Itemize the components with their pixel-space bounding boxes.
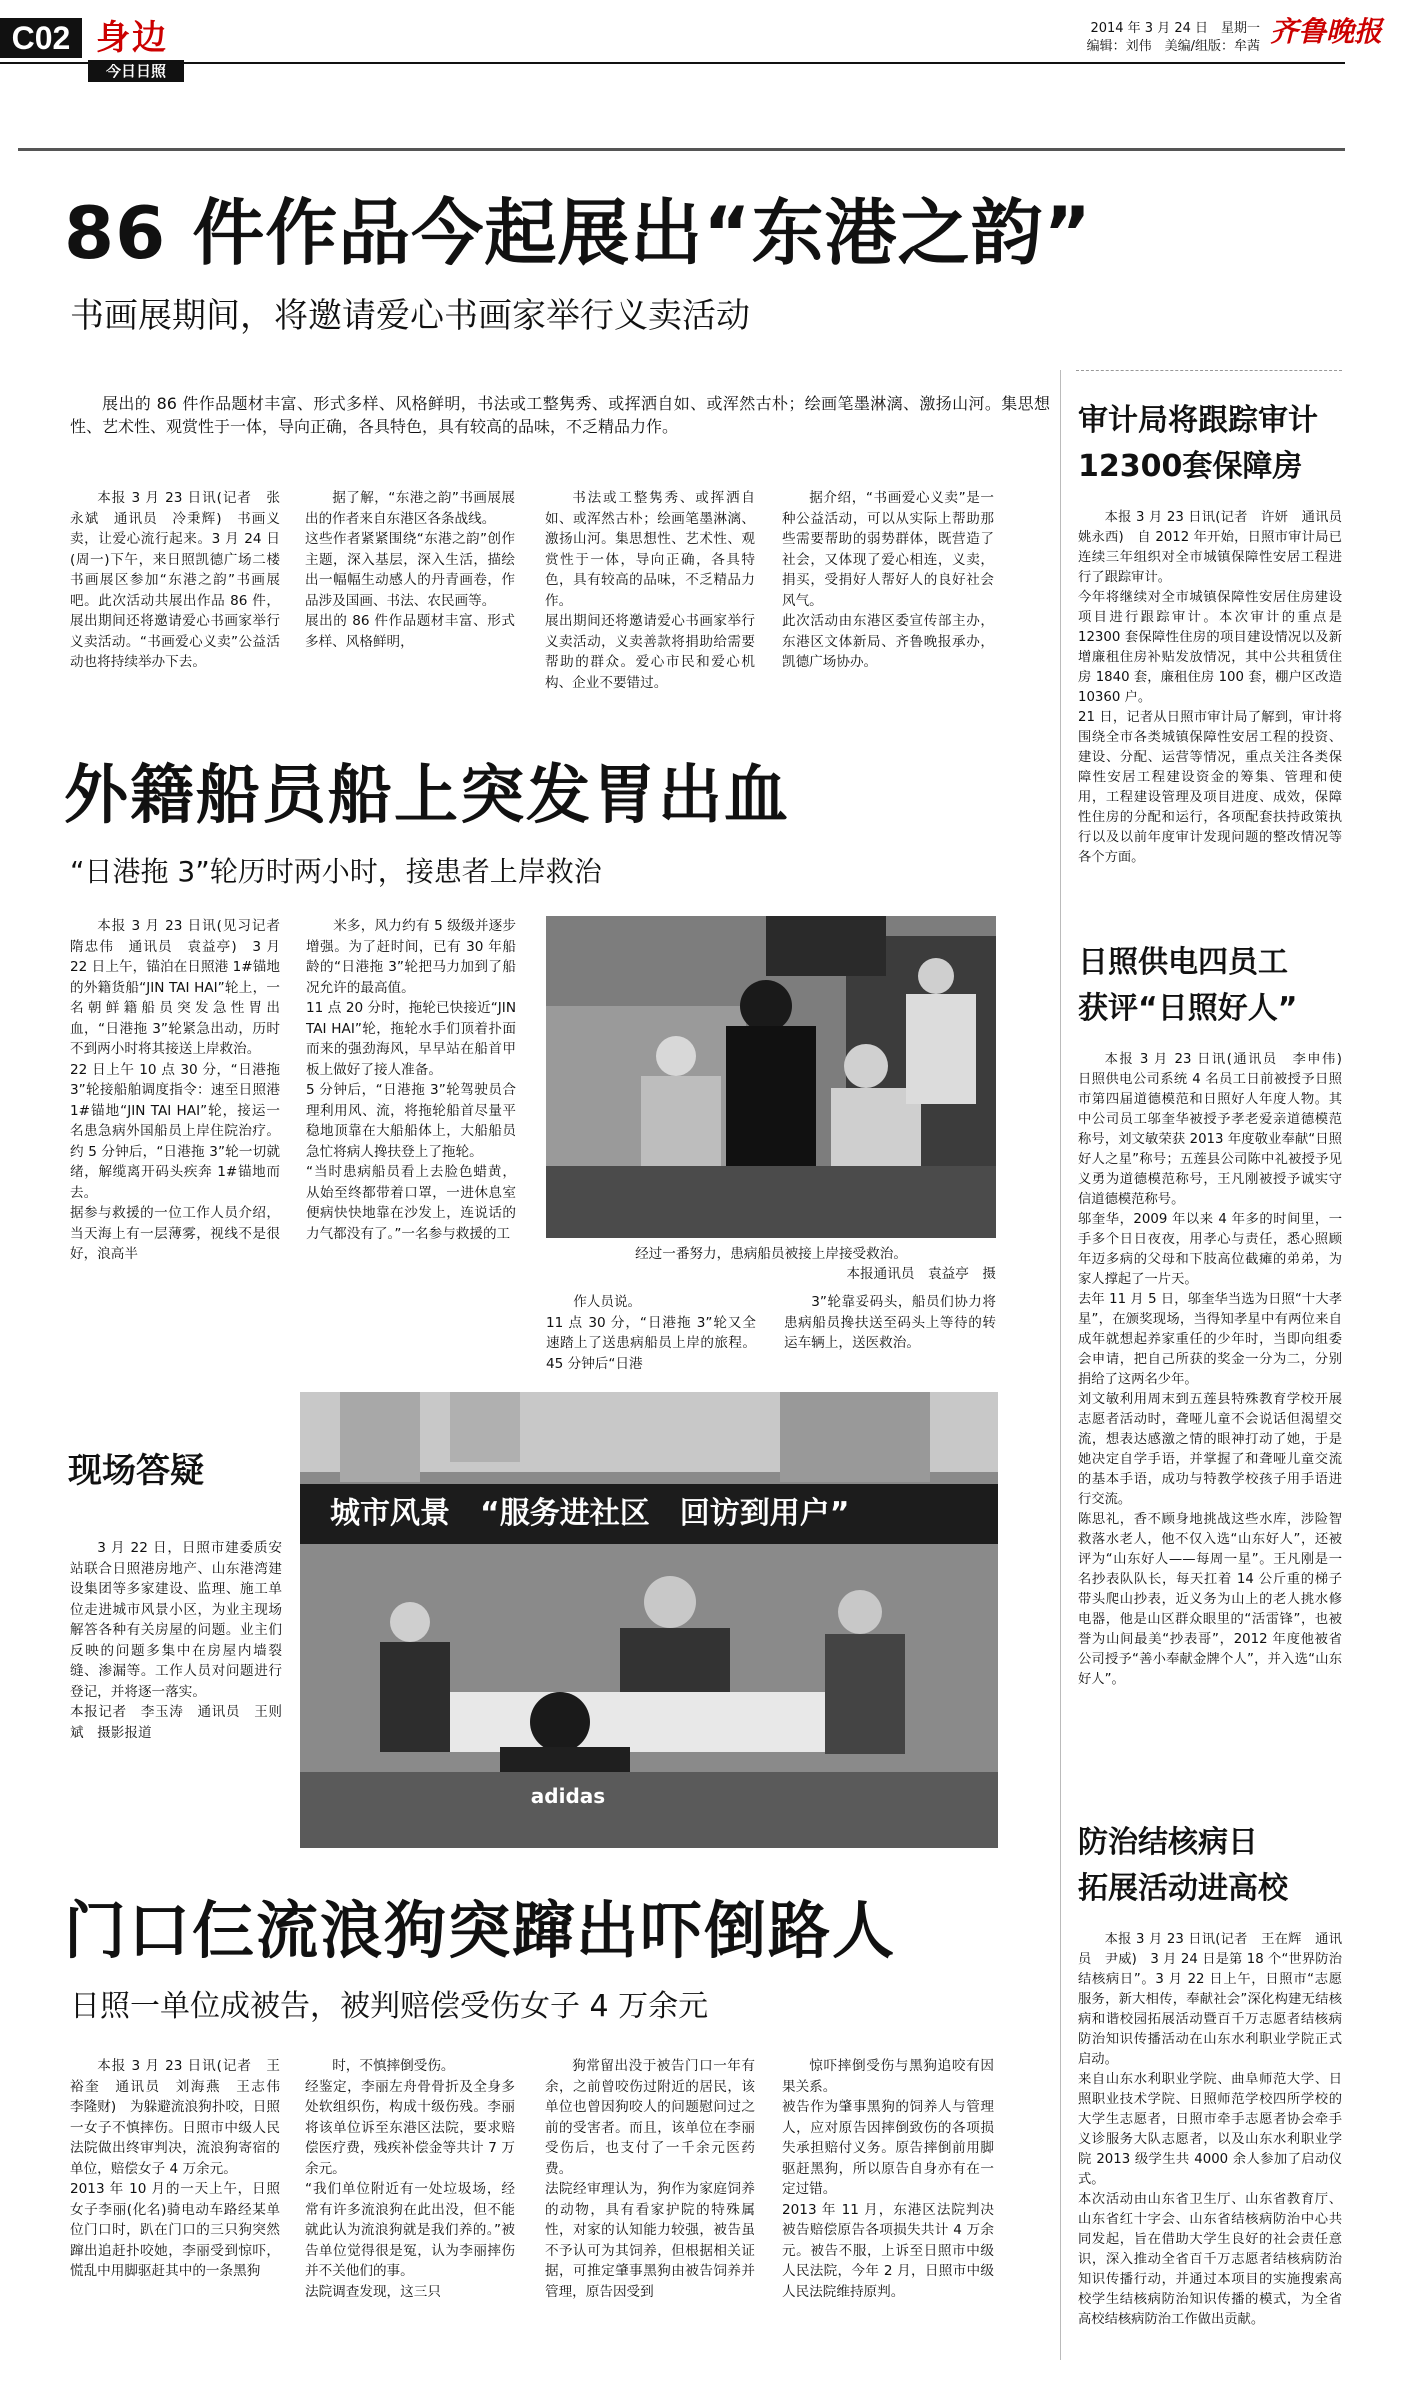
article2-col2: 米多，风力约有 5 级级并逐步增强。为了赶时间，已有 30 年船龄的“日港拖 3”轮把马力加到了船况允许的最高值。 11 点 20 分时，拖轮已快接近“JIN TAI HAI”轮，拖轮水手们顶着扑面而来的强劲海风，早早站在船首甲板上做好了接人准备。 5 分钟后，“日港拖 3”轮驾驶员合理利用风、流，将拖轮船首尽量平稳地顶靠在大船船体上，大船船员急忙将病人搀扶登上了拖轮。 “当时患病船员看上去脸色蜡黄，从始至终都带着口罩，一进休息室便病快快地靠在沙发上，连说话的力气都没有了。”一名参与救援的工 (306, 918, 516, 1242)
qa-photo (300, 1392, 998, 1848)
qa-photo-shirt-text: adidas (530, 1784, 606, 1808)
sidebar1-body: 本报 3 月 23 日讯(记者 许妍 通讯员 姚永西) 自 2012 年开始，日照市审计局已连续三年组织对全市城镇保障性安居工程进行了跟踪审计。 今年将继续对全市城镇保障性安居住房建设项目进行跟踪审计。本次审计的重点是 12300 套保障性住房的项目建设情况以及新增廉租住房补贴发放情况，其中公共租赁住房 1840 套，廉租住房 100 套，棚户区改造 10360 户。 21 日，记者从日照市审计局了解到，审计将围绕全市各类城镇保障性安居工程的投资、建设、分配、运营等情况，重点关注各类保障性安居工程建设资金的筹集、管理和使用，工程建设管理及项目进度、成效，保障性住房的分配和运行，各项配套扶持政策执行以及以前年度审计发现问题的整改情况等各个方面。 (1078, 510, 1342, 865)
article3-headline: 现场答疑 (68, 1451, 204, 1491)
article2-subheadline: “日港拖 3”轮历时两小时，接患者上岸救治 (70, 855, 602, 888)
section-name: 身边 (96, 18, 168, 58)
article1-headline: 86 件作品今起展出“东港之韵” (64, 191, 1092, 275)
rescue-photo-credit: 本报通讯员 袁益亭 摄 (846, 1266, 996, 1282)
article1-col2: 据了解，“东港之韵”书画展展出的作者来自东港区各条战线。 这些作者紧紧围绕“东港之韵”创作主题，深入基层，深入生活，描绘出一幅幅生动感人的丹青画卷，作品涉及国画、书法、农民画等。 展出的 86 件作品题材丰富、形式多样、风格鲜明， (305, 490, 515, 650)
sidebar1-title-line1: 审计局将跟踪审计 (1078, 403, 1318, 438)
header-rule (0, 62, 1345, 64)
paper-logo: 齐鲁晚报 (1270, 15, 1383, 48)
sidebar3-body: 本报 3 月 23 日讯(记者 王在辉 通讯员 尹威) 3 月 24 日是第 18 个“世界防治结核病日”。3 月 22 日上午，日照市“志愿服务，新大相传，奉献社会”深化构建无结核病和谐校园拓展活动暨百千万志愿者结核病防治知识传播活动在山东水利职业学院正式启动。 来自山东水利职业学院、曲阜师范大学、日照职业技术学院、日照师范学校四所学校的大学生志愿者，日照市牵手志愿者协会牵手义诊服务大队志愿者，以及山东水利职业学院 2013 级学生共 4000 余人参加了启动仪式。 本次活动由山东省卫生厅、山东省教育厅、山东省红十字会、山东省结核病防治中心共同发起，旨在借助大学生良好的社会责任意识，深入推动全省百千万志愿者结核病防治知识传播行动，并通过本项目的实施搜索高校学生结核病防治知识传播的模式，为全省高校结核病防治工作做出贡献。 (1078, 1932, 1342, 2327)
sidebar3-title-line2: 拓展活动进高校 (1078, 1871, 1288, 1906)
qa-photo-art (300, 1392, 998, 1848)
rescue-photo (546, 916, 996, 1238)
article1-col4: 据介绍，“书画爱心义卖”是一种公益活动，可以从实际上帮助那些需要帮助的弱势群体，既营造了社会，又体现了爱心相连，义卖，捐买，受捐好人帮好人的良好社会风气。 此次活动由东港区委宣传部主办，东港区文体新局、齐鲁晚报承办，凯德广场协办。 (782, 490, 994, 670)
article4-col3: 狗常留出没于被告门口一年有余，之前曾咬伤过附近的居民，该单位也曾因狗咬人的问题慰问过之前的受害者。而且，该单位在李丽受伤后，也支付了一千余元医药费。 法院经审理认为，狗作为家庭饲养的动物，具有看家护院的特殊属性，对家的认知能力较强，被告虽不予认可为其饲养，但根据相关证据，可推定肇事黑狗由被告饲养并管理，原告因受到 (545, 2058, 755, 2300)
sidebar-top-rule (1076, 370, 1342, 371)
editors-line: 编辑：刘伟 美编/组版：牟茜 (1086, 39, 1260, 54)
article2-col4: 3”轮靠妥码头，船员们协力将患病船员搀扶送至码头上等待的转运车辆上，送医救治。 (784, 1294, 996, 1351)
sidebar3-title-line1: 防治结核病日 (1078, 1825, 1258, 1860)
subsection-name: 今日日照 (88, 60, 184, 82)
article1-lead: 展出的 86 件作品题材丰富、形式多样、风格鲜明，书法或工整隽秀、或挥洒自如、或浑然古朴；绘画笔墨淋漓、激扬山河。集思想性、艺术性、观赏性于一体，导向正确，各具特色，具有较高的品味，不乏精品力作。 (70, 394, 1050, 436)
article4-col4: 惊吓摔倒受伤与黑狗追咬有因果关系。 被告作为肇事黑狗的饲养人与管理人，应对原告因摔倒致伤的各项损失承担赔付义务。原告摔倒前用脚驱赶黑狗，所以原告自身亦有在一定过错。 2013 年 11 月，东港区法院判决被告赔偿原告各项损失共计 4 万余元。被告不服，上诉至日照市中级人民法院，今年 2 月，日照市中级人民法院维持原判。 (782, 2058, 994, 2300)
article1-subheadline: 书画展期间，将邀请爱心书画家举行义卖活动 (70, 296, 750, 336)
rescue-photo-caption: 经过一番努力，患病船员被接上岸接受救治。 (635, 1246, 907, 1262)
sidebar1-title-line2: 12300套保障房 (1078, 449, 1303, 484)
sidebar2-title-line1: 日照供电四员工 (1078, 945, 1288, 980)
article4-col1: 本报 3 月 23 日讯(记者 王裕奎 通讯员 刘海燕 王志伟 李隆财) 为躲避流浪狗扑咬，日照一女子不慎摔伤。日照市中级人民法院做出终审判决，流浪狗寄宿的单位，赔偿女子 4 万余元。 2013 年 10 月的一天上午，日照女子李丽(化名)骑电动车路经某单位门口时，趴在门口的三只狗突然蹿出追赶扑咬她，李丽受到惊吓，慌乱中用脚驱赶其中的一条黑狗 (70, 2058, 280, 2279)
article4-col2: 时，不慎摔倒受伤。 经鉴定，李丽左舟骨骨折及全身多处软组织伤，构成十级伤残。李丽将该单位诉至东港区法院，要求赔偿医疗费，残疾补偿金等共计 7 万余元。 “我们单位附近有一处垃圾场，经常有许多流浪狗在此出没，但不能就此认为流浪狗就是我们养的。”被告单位觉得很是冤，认为李丽摔伤并不关他们的事。 法院调查发现，这三只 (305, 2058, 515, 2300)
article1-col1: 本报 3 月 23 日讯(记者 张永斌 通讯员 冷秉辉) 书画义卖，让爱心流行起来。3 月 24 日(周一)下午，来日照凯德广场二楼书画展区参加“东港之韵”书画展吧。此次活动共展出作品 86 件，展出期间还将邀请爱心书画家举行义卖活动。“书画爱心义卖”公益活动也将持续举办下去。 (70, 490, 280, 670)
article1-col3: 书法或工整隽秀、或挥洒自如、或浑然古朴；绘画笔墨淋漓、激扬山河。集思想性、艺术性、观赏性于一体，导向正确，各具特色，具有较高的品味，不乏精品力作。 展出期间还将邀请爱心书画家举行义卖活动，义卖善款将捐助给需要帮助的群众。爱心市民和爱心机构、企业不要错过。 (545, 490, 755, 691)
article3-body: 3 月 22 日，日照市建委质安站联合日照港房地产、山东港湾建设集团等多家建设、监理、施工单位走进城市风景小区，为业主现场解答各种有关房屋的问题。业主们反映的问题多集中在房屋内墙裂缝、渗漏等。工作人员对问题进行登记，并将逐一落实。 本报记者 李玉涛 通讯员 王则斌 摄影报道 (70, 1540, 282, 1741)
sidebar-divider (1060, 370, 1061, 2360)
article2-col1: 本报 3 月 23 日讯(见习记者 隋忠伟 通讯员 袁益亭) 3 月 22 日上午，锚泊在日照港 1#锚地的外籍货船“JIN TAI HAI”轮上，一名朝鲜籍船员突发急性胃出血，“日港拖 3”轮紧急出动，历时不到两小时将其接送上岸救治。 22 日上午 10 点 30 分，“日港拖 3”轮接船舶调度指令：速至日照港 1#锚地“JIN TAI HAI”轮，接运一名患急病外国船员上岸住院治疗。约 5 分钟后，“日港拖 3”轮一切就绪，解缆离开码头疾奔 1#锚地而去。 据参与救援的一位工作人员介绍，当天海上有一层薄雾，视线不是很好，浪高半 (70, 918, 280, 1262)
sidebar2-body: 本报 3 月 23 日讯(通讯员 李申伟) 日照供电公司系统 4 名员工日前被授予日照市第四届道德模范和日照好人年度人物。其中公司员工邬奎华被授予孝老爱亲道德模范称号，刘文敏荣获 2013 年度敬业奉献“日照好人之星”称号；五莲县公司陈中礼被授予见义勇为道德模范称号，王凡刚被授予诚实守信道德模范称号。 邬奎华，2009 年以来 4 年多的时间里，一手多个日日夜夜，用孝心与责任，悉心照顾年迈多病的父母和下肢高位截瘫的弟弟，为家人撑起了一片天。 去年 11 月 5 日，邬奎华当选为日照“十大孝星”，在颁奖现场，当得知孝星中有两位来自成年就想起养家重任的少年时，当即向组委会申请，把自己所获的奖金一分为二，分别捐给了这两名少年。 刘文敏利用周末到五莲县特殊教育学校开展志愿者活动时，聋哑儿童不会说话但渴望交流，想表达感激之情的眼神打动了她，于是她决定自学手语，并掌握了和聋哑儿童交流的基本手语，成功与特教学校孩子用手语进行交流。 陈思礼，香不顾身地挑战这些水库，涉险智救落水老人，他不仅入选“山东好人”，还被评为“山东好人——每周一星”。王凡刚是一名抄表队队长，每天扛着 14 公斤重的梯子带头爬山抄表，近义务为山上的老人挑水修电器，他是山区群众眼里的“活雷锋”，也被誉为山间最美“抄表哥”，2012 年度他被省公司授予“善小奉献金牌个人”，并入选“山东好人”。 (1078, 1052, 1342, 1687)
article2-col3: 作人员说。 11 点 30 分，“日港拖 3”轮又全速踏上了送患病船员上岸的旅程。45 分钟后“日港 (546, 1294, 756, 1372)
page-code: C02 (0, 18, 82, 58)
issue-date: 2014 年 3 月 24 日 星期一 (1090, 21, 1260, 36)
header-thick-rule (18, 148, 1345, 151)
article4-headline: 门口仨流浪狗突蹿出吓倒路人 (64, 1894, 897, 1967)
article2-headline: 外籍船员船上突发胃出血 (64, 759, 790, 833)
article4-subheadline: 日照一单位成被告，被判赔偿受伤女子 4 万余元 (70, 1989, 709, 2024)
sidebar2-title-line2: 获评“日照好人” (1078, 991, 1298, 1026)
rescue-photo-art (546, 916, 996, 1238)
qa-photo-banner-text: 城市风景 “服务进社区 回访到用户” (330, 1496, 850, 1531)
